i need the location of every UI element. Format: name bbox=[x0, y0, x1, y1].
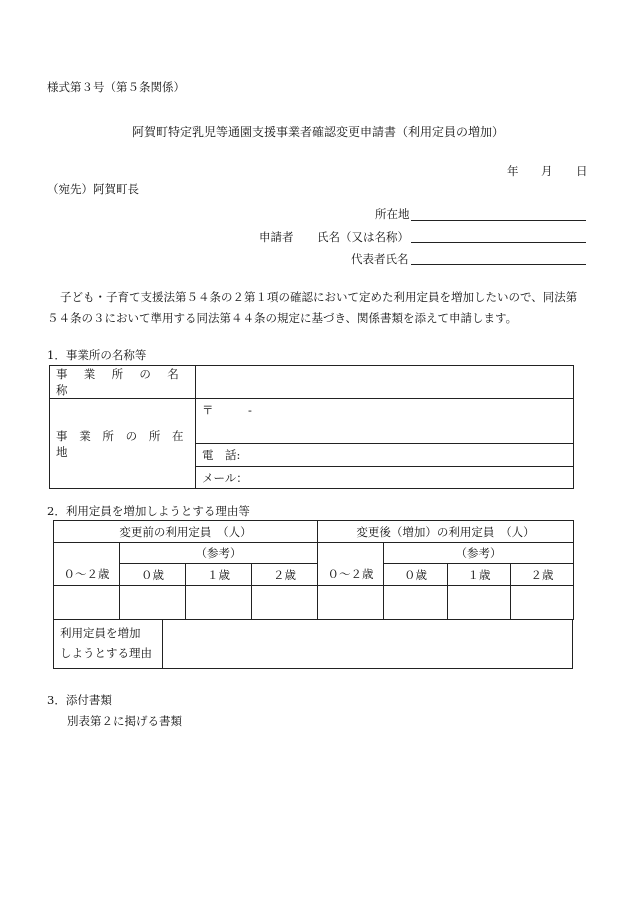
facility-name-label: 事 業 所 の 名 称 bbox=[50, 366, 196, 399]
date-day: 日 bbox=[576, 164, 588, 178]
capacity-table bbox=[53, 520, 574, 620]
date-year: 年 bbox=[507, 164, 519, 178]
applicant-name-label: 氏名（又は名称） bbox=[317, 230, 409, 244]
body-text-line-2: ５４条の３において準用する同法第４４条の規定に基づき、関係書類を添えて申請します。 bbox=[47, 311, 518, 325]
before-value-1[interactable] bbox=[186, 586, 252, 620]
reason-table bbox=[53, 619, 573, 669]
after-col-0: ０歳 bbox=[384, 564, 448, 586]
page-title: 阿賀町特定乳児等通園支援事業者確認変更申請書（利用定員の増加） bbox=[132, 125, 505, 139]
attachment-item: 別表第２に掲げる書類 bbox=[67, 714, 182, 728]
after-value-2[interactable] bbox=[511, 586, 574, 620]
facility-email-field[interactable]: メール： bbox=[196, 467, 574, 489]
before-col-2: ２歳 bbox=[252, 564, 318, 586]
section2-heading: 2．利用定員を増加しようとする理由等 bbox=[47, 504, 250, 518]
after-col-2: ２歳 bbox=[511, 564, 574, 586]
before-reference-header: （参考） bbox=[120, 543, 318, 564]
applicant-name-line[interactable] bbox=[411, 242, 586, 243]
after-capacity-header: 変更後（増加）の利用定員 （人） bbox=[318, 521, 574, 543]
after-col-0-2: ０～２歳 bbox=[318, 543, 384, 586]
applicant-rep-line[interactable] bbox=[411, 264, 586, 265]
facility-postal-field[interactable]: 〒 - bbox=[196, 399, 574, 444]
facility-name-field[interactable] bbox=[196, 366, 574, 399]
applicant-address-line[interactable] bbox=[411, 220, 586, 221]
before-value-0[interactable] bbox=[120, 586, 186, 620]
facility-phone-field[interactable]: 電 話: bbox=[196, 444, 574, 467]
reason-label: 利用定員を増加 しようとする理由 bbox=[54, 619, 163, 668]
after-reference-header: （参考） bbox=[384, 543, 574, 564]
addressee: （宛先）阿賀町長 bbox=[47, 182, 139, 196]
before-col-1: １歳 bbox=[186, 564, 252, 586]
after-value-1[interactable] bbox=[448, 586, 511, 620]
section1-heading: 1．事業所の名称等 bbox=[47, 348, 147, 362]
body-text-line-1: 子ども・子育て支援法第５４条の２第１項の確認において定めた利用定員を増加したいので、同法第 bbox=[60, 290, 578, 304]
applicant-address-label: 所在地 bbox=[375, 207, 410, 221]
after-value-0[interactable] bbox=[384, 586, 448, 620]
before-value-0-2[interactable] bbox=[54, 586, 120, 620]
before-col-0-2: ０～２歳 bbox=[54, 543, 120, 586]
before-value-2[interactable] bbox=[252, 586, 318, 620]
facility-table bbox=[49, 365, 574, 489]
form-number: 様式第３号（第５条関係） bbox=[47, 80, 185, 94]
after-value-0-2[interactable] bbox=[318, 586, 384, 620]
after-col-1: １歳 bbox=[448, 564, 511, 586]
applicant-heading: 申請者 bbox=[259, 230, 294, 244]
before-capacity-header: 変更前の利用定員 （人） bbox=[54, 521, 318, 543]
date-month: 月 bbox=[541, 164, 553, 178]
reason-field[interactable] bbox=[163, 619, 573, 668]
facility-address-label: 事 業 所 の 所 在 地 bbox=[50, 399, 196, 489]
before-col-0: ０歳 bbox=[120, 564, 186, 586]
section3-heading: 3．添付書類 bbox=[47, 693, 112, 707]
applicant-rep-label: 代表者氏名 bbox=[351, 252, 409, 266]
